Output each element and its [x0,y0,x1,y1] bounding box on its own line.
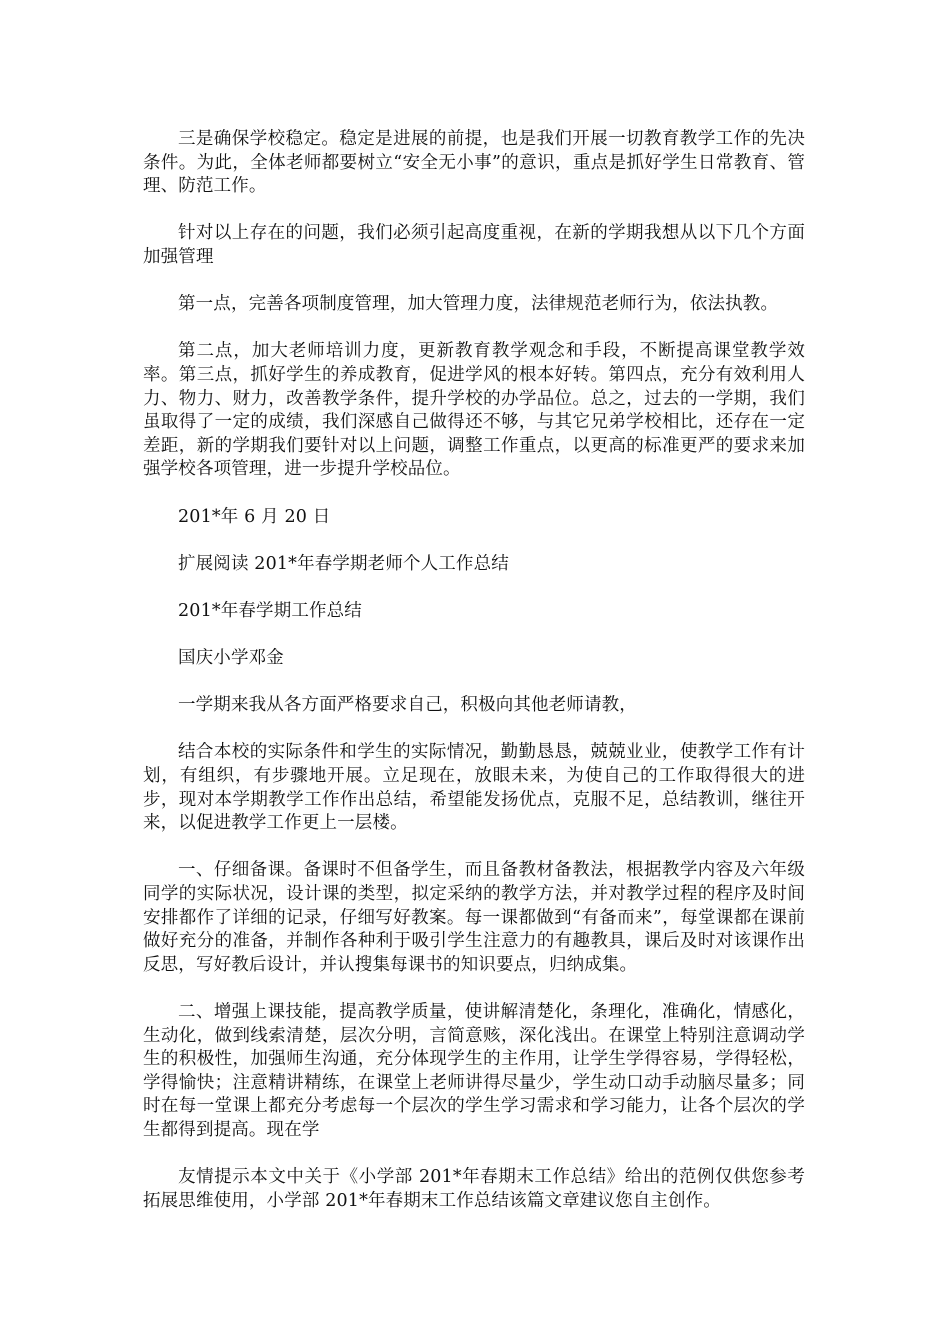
paragraph-friendly-note: 友情提示本文中关于《小学部 201*年春期末工作总结》给出的范例仅供您参考拓展思维使用，小学部 201*年春期末工作总结该篇文章建议您自主创作。 [143,1167,805,1211]
date-line: 201*年 6 月 20 日 [178,506,331,527]
paragraph-school-stability: 三是确保学校稳定。稳定是进展的前提，也是我们开展一切教育教学工作的先决条件。为此，全体老师都要树立“安全无小事”的意识，重点是抓好学生日常教育、管理、防范工作。 [143,129,805,197]
extended-reading-title: 扩展阅读 201*年春学期老师个人工作总结 [178,553,509,574]
paragraph-point-two-summary: 第二点，加大老师培训力度，更新教育教学观念和手段，不断提高课堂教学效率。第三点，抓好学生的养成教育，促进学风的根本好转。第四点，充分有效利用人力、物力、财力，改善教学条件，提升学校的办学品位。总之，过去的一学期，我们虽取得了一定的成绩，我们深感自己做得还不够，与其它兄弟学校相比，还存在一定差距，新的学期我们要针对以上问题，调整工作重点，以更高的标准更严的要求来加强学校各项管理，进一步提升学校品位。 [143,341,805,480]
paragraph-school-conditions: 结合本校的实际条件和学生的实际情况，勤勤恳恳，兢兢业业，使教学工作有计划，有组织，有步骤地开展。立足现在，放眼未来，为使自己的工作取得很大的进步，现对本学期教学工作作出总结，希望能发扬优点，克服不足，总结教训，继往开来，以促进教学工作更上一层楼。 [143,742,805,834]
author-line: 国庆小学邓金 [178,648,284,669]
paragraph-teaching-skills: 二、增强上课技能，提高教学质量，使讲解清楚化，条理化，准确化，情感化，生动化，做到线索清楚，层次分明，言简意赅，深化浅出。在课堂上特别注意调动学生的积极性，加强师生沟通，充分体现学生的主作用，让学生学得容易，学得轻松，学得愉快；注意精讲精练，在课堂上老师讲得尽量少，学生动口动手动脑尽量多；同时在每一堂课上都充分考虑每一个层次的学生学习需求和学习能力，让各个层次的学生都得到提高。现在学 [143,1001,805,1140]
document-page [143,128,805,1237]
paragraph-lesson-preparation: 一、仔细备课。备课时不但备学生，而且备教材备教法，根据教学内容及六年级同学的实际状况，设计课的类型，拟定采纳的教学方法，并对教学过程的程序及时间安排都作了详细的记录，仔细写好教案。每一课都做到“有备而来”，每堂课都在课前做好充分的准备，并制作各种利于吸引学生注意力的有趣教具，课后及时对该课作出反思，写好教后设计，并认搜集每课书的知识要点，归纳成集。 [143,860,805,975]
paragraph-management-intro: 针对以上存在的问题，我们必须引起高度重视，在新的学期我想从以下几个方面加强管理 [143,223,805,267]
work-summary-title: 201*年春学期工作总结 [178,600,362,621]
paragraph-point-one: 第一点，完善各项制度管理，加大管理力度，法律规范老师行为，依法执教。 [178,294,779,315]
paragraph-self-requirement: 一学期来我从各方面严格要求自己，积极向其他老师请教， [178,695,637,716]
